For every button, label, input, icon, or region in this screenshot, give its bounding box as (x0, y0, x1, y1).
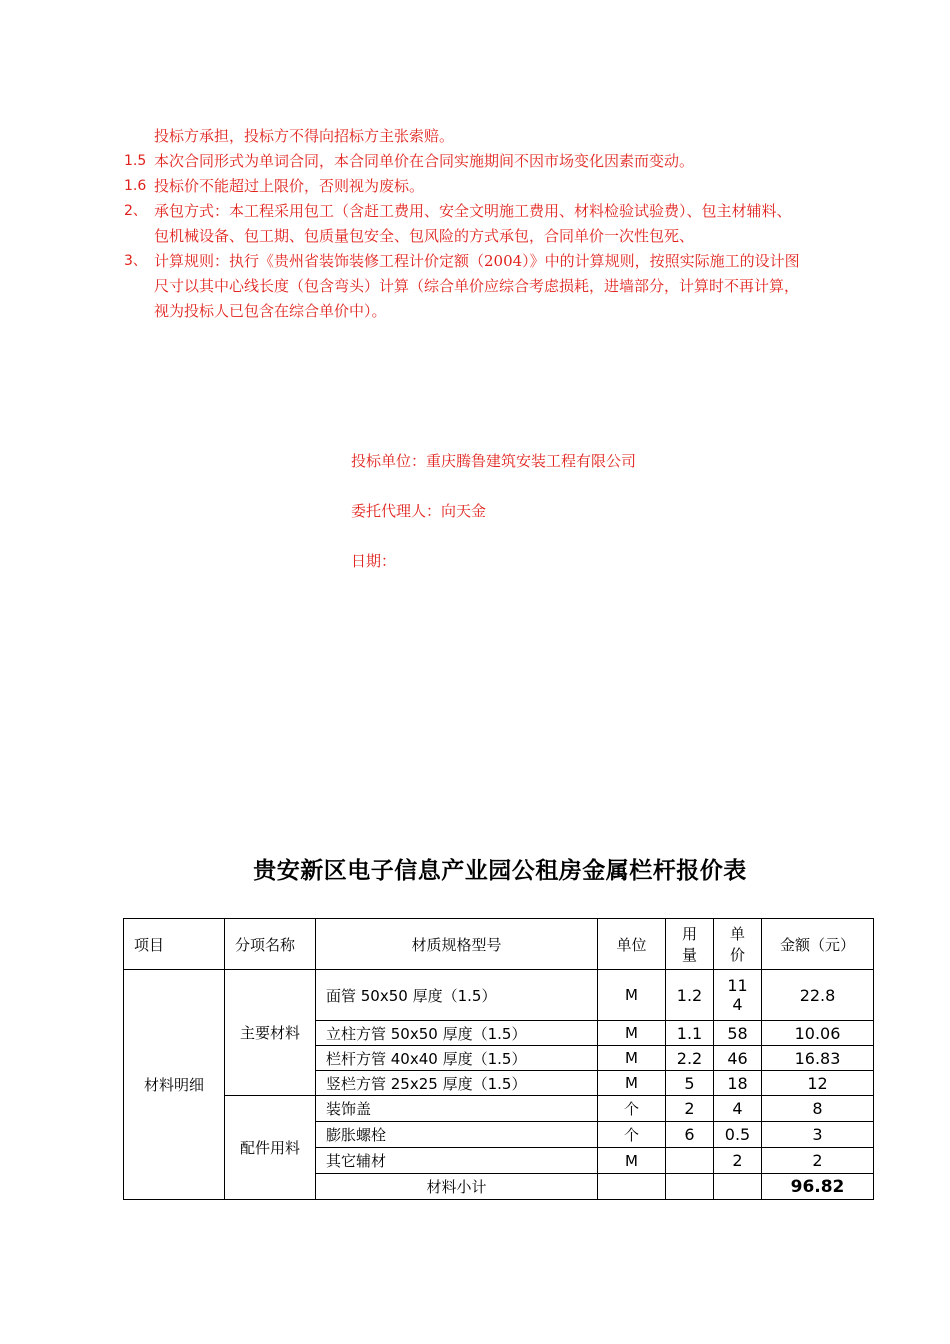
header-row (124, 919, 874, 970)
table-row (124, 1096, 874, 1122)
spec-cell: 膨胀螺栓 (316, 1122, 598, 1148)
subtotal-amount: 96.82 (762, 1174, 874, 1200)
terms-line: 尺寸以其中心线长度（包含弯头）计算（综合单价应综合考虑损耗，进墙部分，计算时不再计算， (154, 277, 800, 295)
header-item: 项目 (124, 919, 225, 970)
date-line: 日期： (351, 552, 397, 570)
terms-line: 2、 承包方式：本工程采用包工（含赶工费用、安全文明施工费用、材料检验试验费）、包主材辅料、 (124, 202, 792, 220)
spec-cell: 栏杆方管 40x40 厚度（1.5） (316, 1046, 598, 1071)
amount-cell: 16.83 (762, 1046, 874, 1071)
price-cell: 11 4 (714, 970, 762, 1021)
qty-cell: 5 (666, 1071, 714, 1096)
terms-line: 投标方承担，投标方不得向招标方主张索赔。 (154, 127, 455, 145)
amount-cell: 10.06 (762, 1021, 874, 1046)
qty-cell: 1.1 (666, 1021, 714, 1046)
unit-cell: M (598, 1021, 666, 1046)
unit-cell: M (598, 1071, 666, 1096)
price-cell: 2 (714, 1148, 762, 1174)
unit-cell: M (598, 1046, 666, 1071)
spec-cell: 其它辅材 (316, 1148, 598, 1174)
amount-cell: 12 (762, 1071, 874, 1096)
header-price: 单 价 (714, 919, 762, 970)
qty-cell: 1.2 (666, 970, 714, 1021)
header-unit: 单位 (598, 919, 666, 970)
main-materials-cell: 主要材料 (225, 970, 316, 1096)
terms-line: 视为投标人已包含在综合单价中）。 (154, 302, 387, 320)
header-amount: 金额（元） (762, 919, 874, 970)
group-cell: 材料明细 (124, 970, 225, 1200)
unit-cell: M (598, 970, 666, 1021)
terms-line: 1.6 投标价不能超过上限价，否则视为废标。 (124, 177, 425, 195)
spec-cell: 装饰盖 (316, 1096, 598, 1122)
header-sub-item: 分项名称 (225, 919, 316, 970)
table-title: 贵安新区电子信息产业园公租房金属栏杆报价表 (253, 858, 747, 884)
header-spec: 材质规格型号 (316, 919, 598, 970)
price-cell: 46 (714, 1046, 762, 1071)
header-qty: 用 量 (666, 919, 714, 970)
qty-cell: 2.2 (666, 1046, 714, 1071)
price-cell: 58 (714, 1021, 762, 1046)
spec-cell: 立柱方管 50x50 厚度（1.5） (316, 1021, 598, 1046)
amount-cell: 3 (762, 1122, 874, 1148)
qty-cell (666, 1148, 714, 1174)
unit-cell: M (598, 1148, 666, 1174)
price-cell: 4 (714, 1096, 762, 1122)
amount-cell: 22.8 (762, 970, 874, 1021)
amount-cell: 2 (762, 1148, 874, 1174)
price-cell: 18 (714, 1071, 762, 1096)
unit-cell: 个 (598, 1122, 666, 1148)
bid-terms (124, 124, 844, 324)
spec-cell: 竖栏方管 25x25 厚度（1.5） (316, 1071, 598, 1096)
qty-cell: 2 (666, 1096, 714, 1122)
terms-line: 1.5 本次合同形式为单词合同，本合同单价在合同实施期间不因市场变化因素而变动。 (124, 152, 695, 170)
accessories-cell: 配件用料 (225, 1096, 316, 1200)
terms-line: 包机械设备、包工期、包质量包安全、包风险的方式承包，合同单价一次性包死、 (154, 227, 695, 245)
bidder-line: 投标单位：重庆腾鲁建筑安装工程有限公司 (351, 452, 637, 470)
price-cell: 0.5 (714, 1122, 762, 1148)
table-row (124, 970, 874, 1021)
subtotal-label: 材料小计 (316, 1174, 598, 1200)
agent-line: 委托代理人：向天金 (351, 502, 487, 520)
quote-table (123, 918, 874, 1200)
empty-cell (666, 1174, 714, 1200)
empty-cell (598, 1174, 666, 1200)
spec-cell: 面管 50x50 厚度（1.5） (316, 970, 598, 1021)
empty-cell (714, 1174, 762, 1200)
unit-cell: 个 (598, 1096, 666, 1122)
amount-cell: 8 (762, 1096, 874, 1122)
terms-line: 3、 计算规则：执行《贵州省装饰装修工程计价定额（2004）》中的计算规则，按照实际施工的设计图 (124, 252, 800, 270)
qty-cell: 6 (666, 1122, 714, 1148)
